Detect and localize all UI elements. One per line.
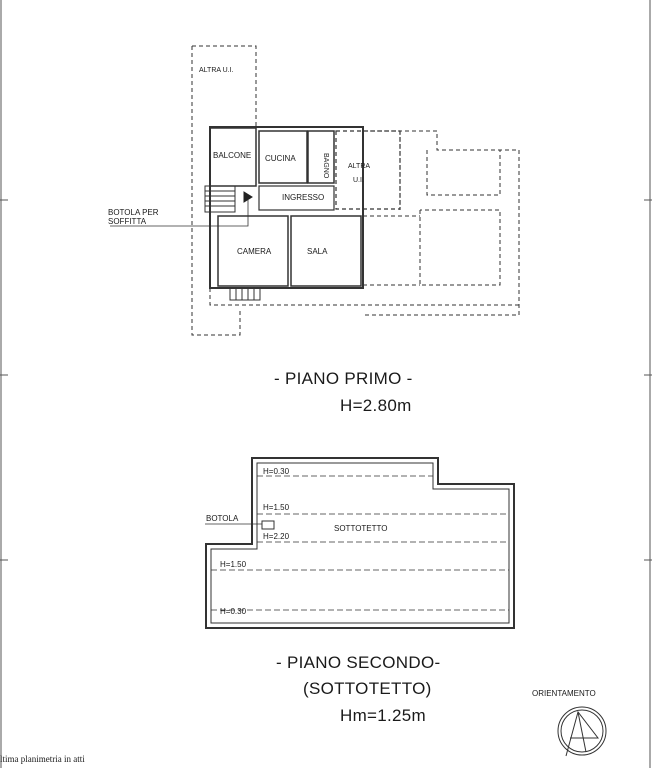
altra-ui-right: [336, 131, 400, 209]
room-label-cucina: CUCINA: [265, 154, 296, 163]
lower-steps: [230, 288, 260, 300]
piano-primo-title: - PIANO PRIMO -: [274, 369, 413, 388]
height-label-150-bottom: H=1.50: [220, 560, 247, 569]
room-label-bagno: BAGNO: [322, 153, 329, 179]
height-label-220: H=2.20: [263, 532, 290, 541]
piano-secondo-height: Hm=1.25m: [340, 706, 427, 725]
botola-hatch: [262, 521, 274, 529]
botola-label: BOTOLA: [206, 514, 239, 523]
room-label-camera: CAMERA: [237, 247, 272, 256]
footnote: ltima planimetria in atti: [0, 754, 85, 764]
altra-ui-outline: [192, 46, 256, 128]
height-label-150-top: H=1.50: [263, 503, 290, 512]
orientamento-label: ORIENTAMENTO: [532, 689, 596, 698]
piano-secondo-title: - PIANO SECONDO-: [276, 653, 441, 672]
height-label-030-bottom: H=0.30: [220, 607, 247, 616]
height-lines: [211, 476, 509, 610]
piano-primo-plan: [110, 46, 519, 335]
room-label-altra-line2: U.I.: [353, 177, 364, 184]
sottotetto-walls: [206, 458, 514, 628]
room-label-altra-line1: ALTRA: [348, 163, 371, 170]
room-label-ingresso: INGRESSO: [282, 193, 325, 202]
room-label-balcone: BALCONE: [213, 151, 252, 160]
room-label-sottotetto: SOTTOTETTO: [334, 524, 388, 533]
piano-primo-height: H=2.80m: [340, 396, 412, 415]
height-label-030-top: H=0.30: [263, 467, 290, 476]
piano-secondo-subtitle: (SOTTOTETTO): [303, 679, 432, 698]
botola-callout-line1: BOTOLA PER: [108, 208, 159, 217]
compass-symbol: [558, 707, 606, 756]
botola-callout-line2: SOFFITTA: [108, 217, 147, 226]
room-label-sala: SALA: [307, 247, 328, 256]
room-label-altra-ui-top: ALTRA U.I.: [199, 67, 234, 74]
piano-secondo-plan: [205, 458, 514, 628]
bagno-room: [308, 131, 334, 183]
